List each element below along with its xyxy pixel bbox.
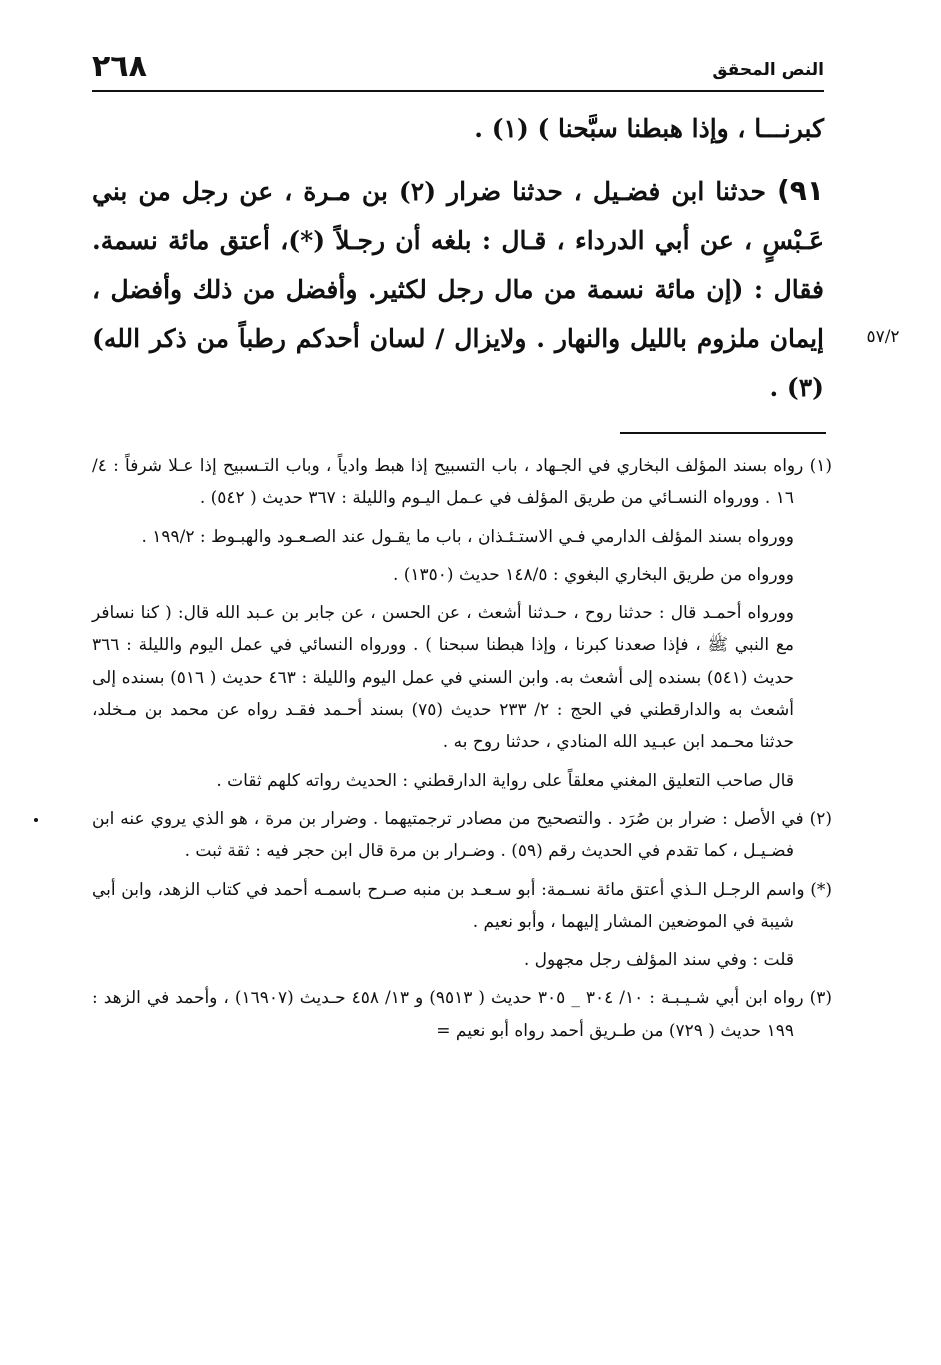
footnote-star-cont: قلت : وفي سند المؤلف رجل مجهول .: [523, 950, 794, 971]
page-number: ٢٦٨: [92, 49, 147, 84]
footnote-1-cont-a: وورواه بسند المؤلف الدارمي فـي الاستـئـذان ، باب ما يقـول عند الصـعـود والهبـوط : ١٩٩/٢ .: [141, 526, 794, 547]
hadith-number: ٩١): [777, 174, 824, 207]
page-header: [92, 48, 824, 92]
footnote-star: (*) واسم الرجـل الـذي أعتق مائة نسـمة: أبو سـعـد بن منبه صـرح باسمـه أحمد في كتاب الزهد، وابن أبي شيبة في الموضعين المشار إليهما ، وأبو نعيم .: [92, 879, 832, 932]
hadith-paragraph: [92, 166, 824, 412]
footnote-1-cont-c: وورواه أحمـد قال : حدثنا روح ، حـدثنا أشعث ، عن الحسن ، عن جابر بن عـبد الله قال: ( كنا نسافر مع النبي ﷺ ، فإذا صعدنا كبرنا ، وإذا هبطنا سبحنا ) . وورواه النسائي في عمل اليوم والليلة : ٣٦٦ حديث (٥٤١) بسنده إلى أشعث به. وابن السني في عمل اليوم والليلة : ٤٦٣ حديث ( ٥١٦) بسنده إلى أشعث به والدارقطني في الحج : ٢/ ٢٣٣ حديث (٧٥) بسند أحـمد فقـد رواه عن محمد بن مـخلد، حدثنا محـمد ابن عبـيد الله المنادي ، حدثنا روح به .: [92, 603, 794, 753]
footnotes: [92, 450, 832, 1053]
main-text-opening: [92, 104, 824, 153]
scan-speck: [34, 818, 38, 822]
footnote-1: (١) رواه بسند المؤلف البخاري في الجـهاد ، باب التسبيح إذا هبط وادياً ، وباب التـسبيح إذا عـلا شرفاً : ٤/ ١٦ . وورواه النسـائي من طريق المؤلف في عـمل اليـوم والليلة : ٣٦٧ حديث ( ٥٤٢) .: [92, 456, 832, 509]
opening-line: كبرنـــا ، وإذا هبطنا سبَّحنا ) (١) .: [474, 114, 824, 143]
running-title: النص المحقق: [712, 60, 824, 80]
footnote-3: (٣) رواه ابن أبي شـيـبـة : ١٠/ ٣٠٤ _ ٣٠٥ حديث ( ٩٥١٣) و ١٣/ ٤٥٨ حـديث (١٦٩٠٧) ، وأحمد في الزهد : ١٩٩ حديث ( ٧٢٩) من طـريق أحمد رواه أبو نعيم =: [92, 988, 832, 1041]
footnote-1-cont-d: قال صاحب التعليق المغني معلقاً على رواية الدارقطني : الحديث رواته كلهم ثقات .: [216, 770, 794, 791]
hadith-text: حدثنا ابن فضـيل ، حدثنا ضرار (٢) بن مـرة ، عن رجل من بني عَـبْسٍ ، عن أبي الدرداء ، قـال : بلغه أن رجـلاً (*)، أعتق مائة نسمة. فقال : (إن مائة نسمة من مال رجل لكثير. وأفضل من ذلك وأفضل ، إيمان ملزوم بالليل والنهار . ولايزال / لسان أحدكم رطباً من ذكر الله) (٣) .: [92, 177, 824, 402]
footnote-separator: [620, 432, 826, 434]
footnote-2: (٢) في الأصل : ضرار بن صُرَد . والتصحيح من مصادر ترجمتيهما . وضرار بن مرة ، هو الذي يروي عنه ابن فضـيـل ، كما تقدم في الحديث رقم (٥٩) . وضـرار بن مرة قال ابن حجر فيه : ثقة ثبت .: [92, 808, 832, 862]
margin-reference: ٥٧/٢: [866, 327, 900, 347]
footnote-1-cont-b: وورواه من طريق البخاري البغوي : ١٤٨/٥ حديث (١٣٥٠) .: [392, 564, 794, 585]
main-text-hadith: [92, 166, 824, 412]
